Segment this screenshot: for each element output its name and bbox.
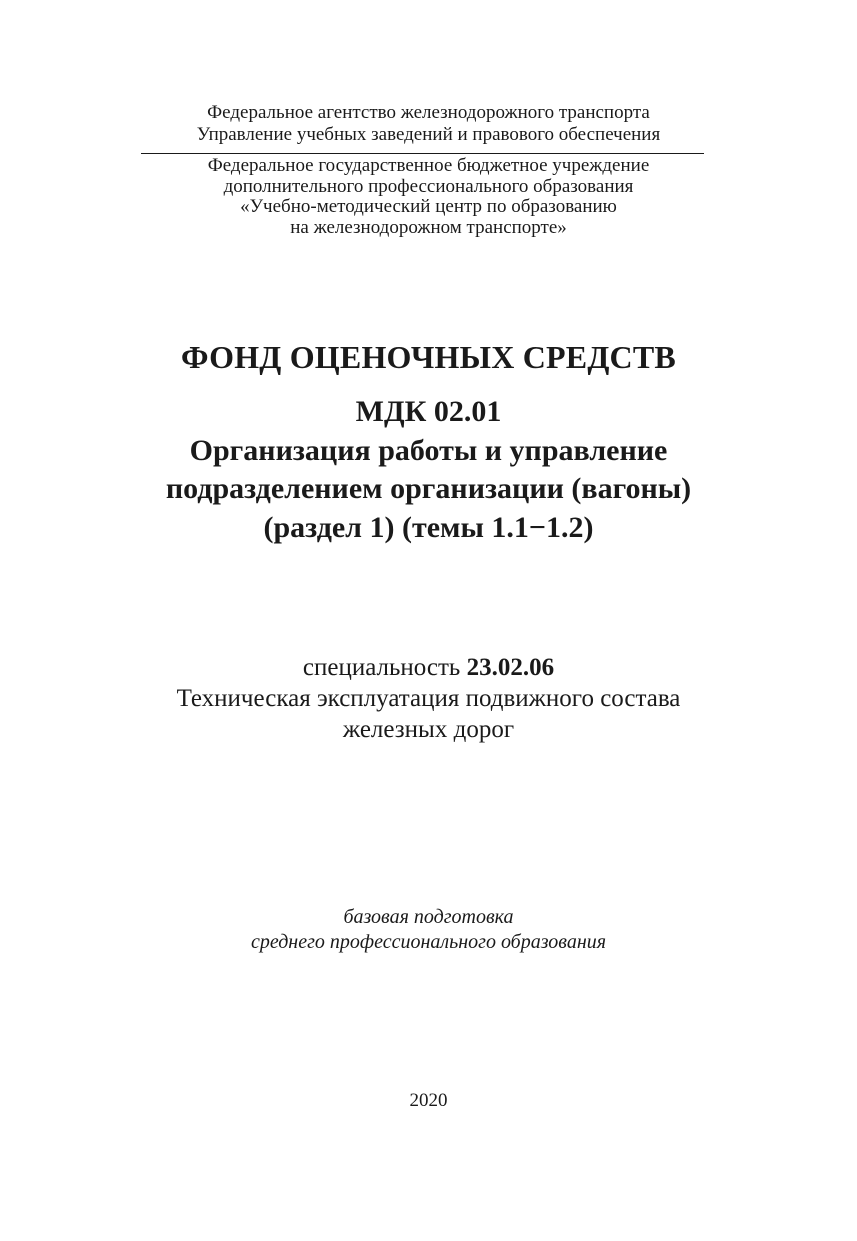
course-section-line: (раздел 1) (темы 1.1−1.2) (263, 510, 594, 544)
training-level-line: среднего профессионального образования (250, 931, 607, 953)
training-level (0, 905, 857, 955)
specialty-name-line: железных дорог (342, 716, 515, 743)
publication-year (0, 1090, 857, 1112)
course-name-line: Организация работы и управление (189, 433, 668, 467)
specialty-line (0, 652, 857, 683)
training-level-line: базовая подготовка (343, 906, 514, 928)
specialty-block (0, 652, 857, 745)
institution-line: на железнодорожном транспорте» (290, 216, 567, 238)
institution-line: Федеральное государственное бюджетное учреждение (207, 155, 650, 176)
header-divider (141, 153, 704, 154)
year-text: 2020 (409, 1090, 448, 1111)
institution-line: «Учебно-методический центр по образованию (240, 196, 617, 217)
specialty-prefix: специальность (302, 654, 467, 681)
department-name: Управление учебных заведений и правового обеспечения (196, 124, 661, 145)
specialty-name-line: Техническая эксплуатация подвижного состава (176, 685, 681, 712)
agency-header (0, 102, 857, 146)
title-main: ФОНД ОЦЕНОЧНЫХ СРЕДСТВ (181, 339, 676, 375)
specialty-code: 23.02.06 (466, 654, 555, 681)
document-title (0, 338, 857, 376)
agency-name: Федеральное агентство железнодорожного транспорта (207, 102, 650, 123)
course-title (0, 393, 857, 547)
course-name-line: подразделением организации (вагоны) (165, 472, 692, 505)
course-code: МДК 02.01 (355, 395, 502, 428)
institution-block (0, 156, 857, 238)
institution-line: дополнительного профессионального образования (223, 175, 634, 197)
